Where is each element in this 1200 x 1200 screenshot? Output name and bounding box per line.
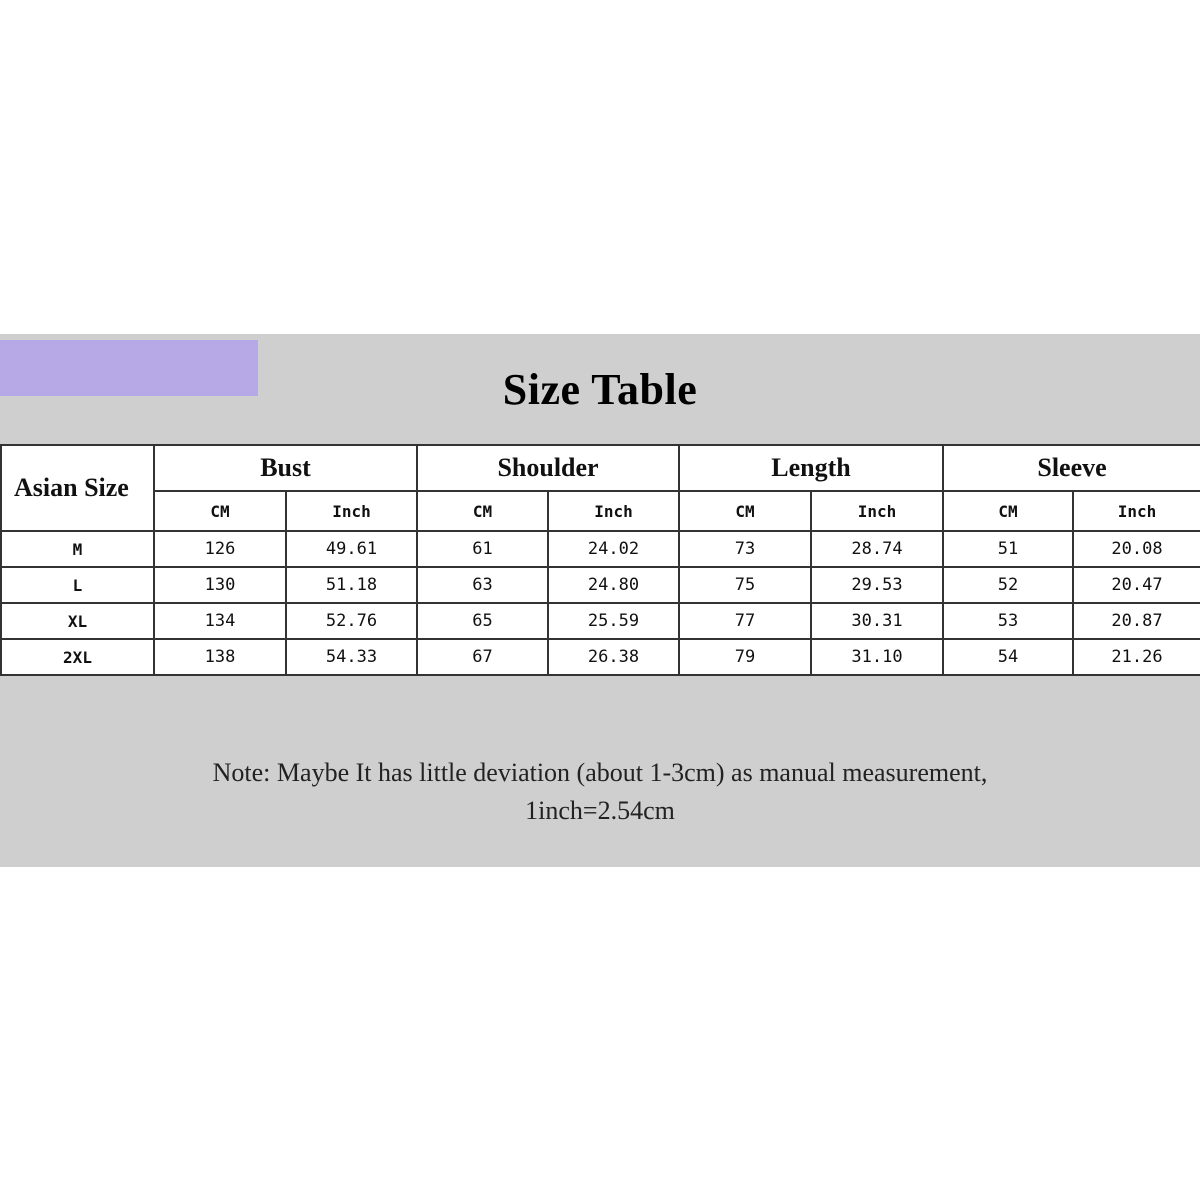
unit-header: CM — [679, 491, 811, 531]
table-cell: 26.38 — [548, 639, 679, 675]
size-cell: L — [1, 567, 154, 603]
table-cell: 77 — [679, 603, 811, 639]
table-cell: 21.26 — [1073, 639, 1200, 675]
table-cell: 31.10 — [811, 639, 943, 675]
size-chart-panel — [0, 334, 1200, 867]
note-line-1: Note: Maybe It has little deviation (about 1-3cm) as manual measurement, — [212, 758, 988, 787]
table-cell: 54 — [943, 639, 1073, 675]
unit-header-row — [1, 491, 1200, 531]
group-header-sleeve: Sleeve — [943, 445, 1200, 491]
table-row — [1, 531, 1200, 567]
size-cell: M — [1, 531, 154, 567]
table-cell: 20.47 — [1073, 567, 1200, 603]
group-header-bust: Bust — [154, 445, 417, 491]
table-cell: 79 — [679, 639, 811, 675]
table-cell: 63 — [417, 567, 548, 603]
table-cell: 24.02 — [548, 531, 679, 567]
table-cell: 51 — [943, 531, 1073, 567]
table-cell: 52 — [943, 567, 1073, 603]
unit-header: CM — [154, 491, 286, 531]
table-cell: 24.80 — [548, 567, 679, 603]
table-cell: 49.61 — [286, 531, 417, 567]
table-cell: 61 — [417, 531, 548, 567]
table-cell: 67 — [417, 639, 548, 675]
size-table — [0, 444, 1200, 676]
table-cell: 25.59 — [548, 603, 679, 639]
table-cell: 134 — [154, 603, 286, 639]
table-cell: 29.53 — [811, 567, 943, 603]
table-cell: 130 — [154, 567, 286, 603]
table-cell: 52.76 — [286, 603, 417, 639]
measurement-note — [0, 754, 1200, 830]
page-title: Size Table — [502, 365, 698, 414]
table-cell: 53 — [943, 603, 1073, 639]
unit-header: CM — [943, 491, 1073, 531]
table-cell: 138 — [154, 639, 286, 675]
unit-header: Inch — [1073, 491, 1200, 531]
unit-header: Inch — [286, 491, 417, 531]
table-cell: 30.31 — [811, 603, 943, 639]
table-cell: 20.08 — [1073, 531, 1200, 567]
table-cell: 28.74 — [811, 531, 943, 567]
unit-header: Inch — [548, 491, 679, 531]
group-header-length: Length — [679, 445, 943, 491]
table-cell: 20.87 — [1073, 603, 1200, 639]
note-line-2: 1inch=2.54cm — [525, 796, 675, 825]
group-header-shoulder: Shoulder — [417, 445, 679, 491]
table-cell: 126 — [154, 531, 286, 567]
size-cell: 2XL — [1, 639, 154, 675]
table-cell: 54.33 — [286, 639, 417, 675]
group-header-row — [1, 445, 1200, 491]
unit-header: Inch — [811, 491, 943, 531]
table-cell: 65 — [417, 603, 548, 639]
row-header-asian-size: Asian Size — [1, 445, 154, 531]
table-row — [1, 603, 1200, 639]
table-row — [1, 639, 1200, 675]
unit-header: CM — [417, 491, 548, 531]
table-cell: 51.18 — [286, 567, 417, 603]
table-row — [1, 567, 1200, 603]
size-cell: XL — [1, 603, 154, 639]
table-cell: 73 — [679, 531, 811, 567]
table-cell: 75 — [679, 567, 811, 603]
